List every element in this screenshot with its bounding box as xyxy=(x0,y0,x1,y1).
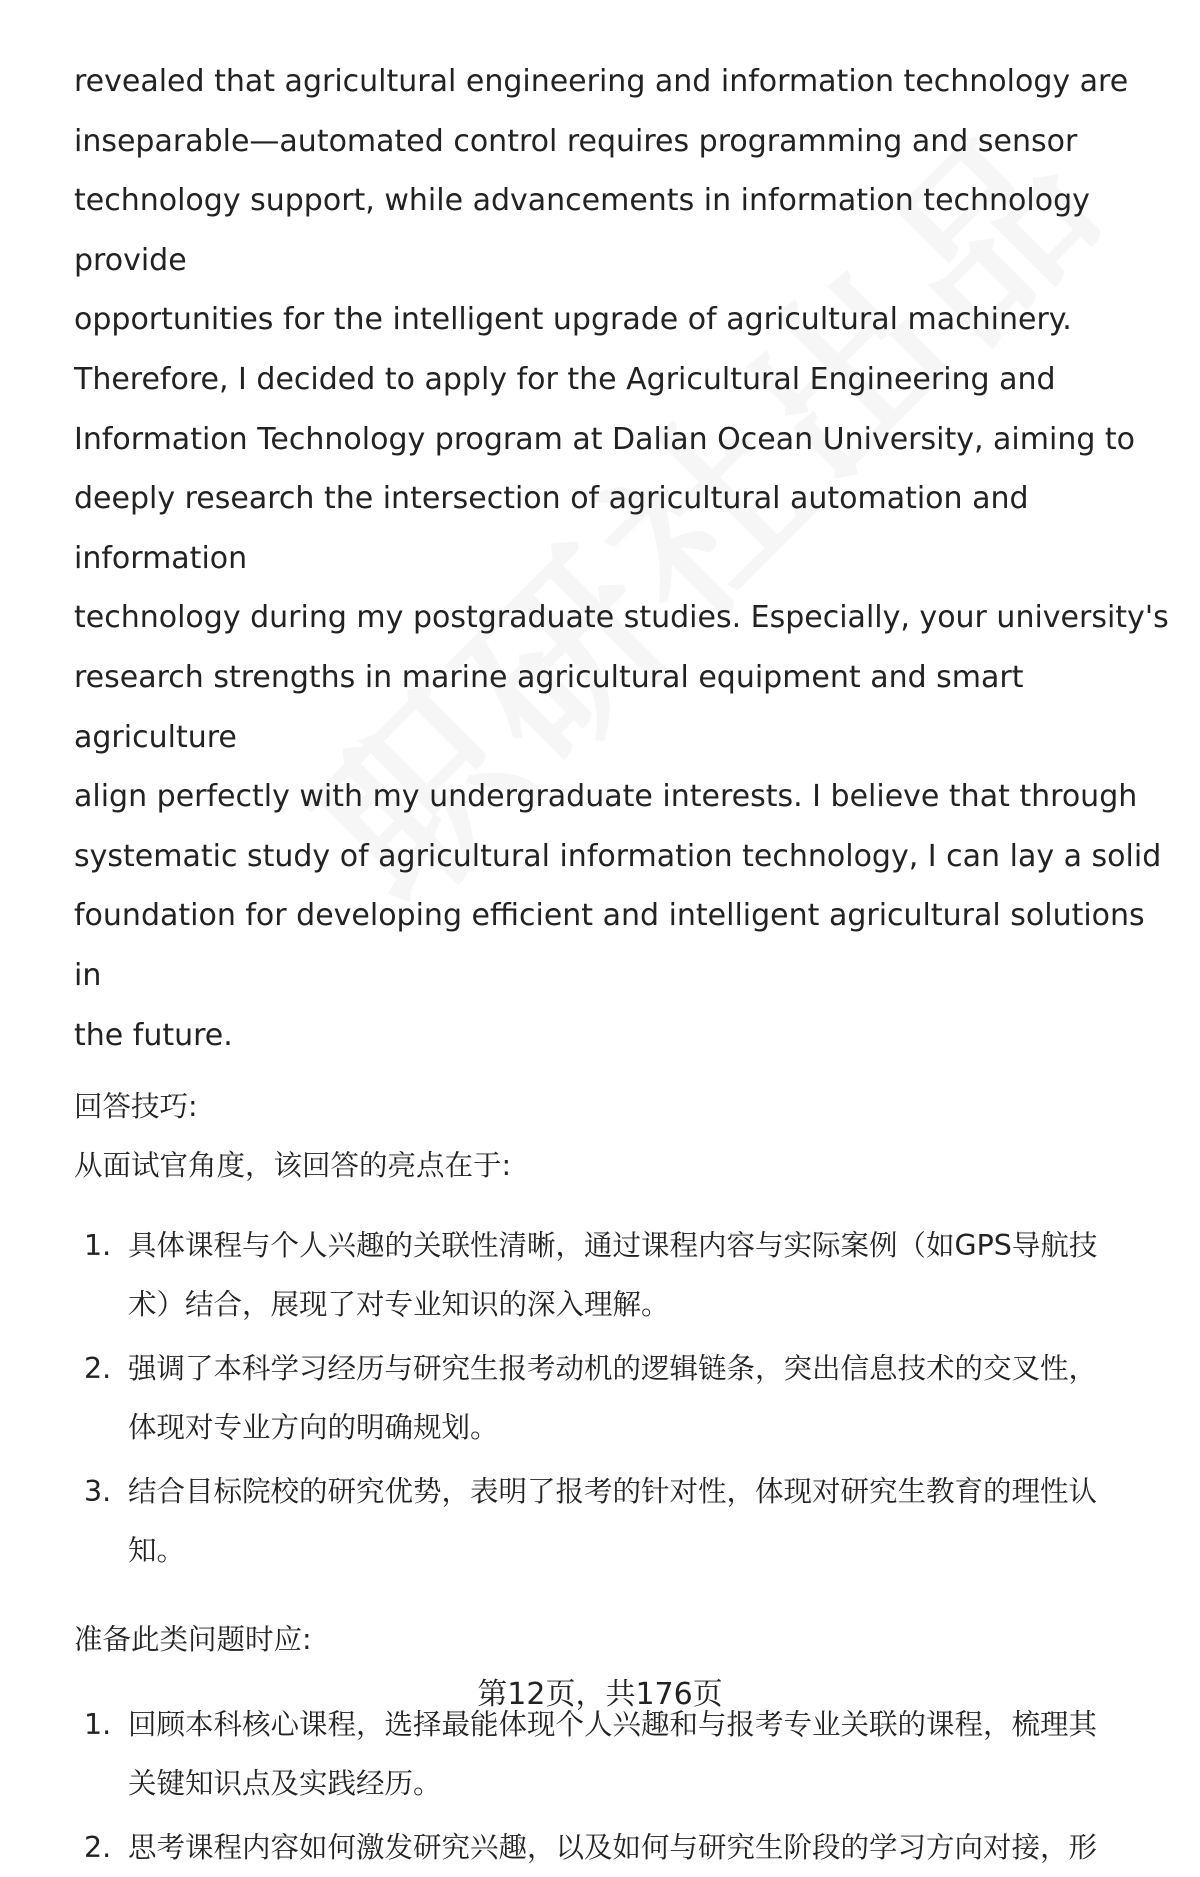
list-number: 1. xyxy=(84,1708,112,1742)
list-number: 2. xyxy=(84,1352,112,1386)
list-item xyxy=(74,1462,1174,1580)
list-number: 3. xyxy=(84,1475,112,1509)
interviewer-view-heading: 从面试官角度，该回答的亮点在于: xyxy=(74,1149,512,1183)
tips-heading: 回答技巧: xyxy=(74,1090,198,1124)
list-item-text: 思考课程内容如何激发研究兴趣，以及如何与研究生阶段的学习方向对接，形 xyxy=(128,1831,1098,1865)
list-item xyxy=(74,1339,1174,1457)
list-item xyxy=(74,1216,1174,1334)
prepare-list xyxy=(74,1695,1174,1877)
body-paragraph: revealed that agricultural engineering and information technology are inseparable—automated control requires programming and sensor technology support, while advancements in information technology provide opportunities for the intelligent upgrade of agricultural machinery. Therefore, I decided to apply for the Agricultural Engineering and Information Technology program at Dalian Ocean University, aiming to deeply research the intersection of agricultural automation and information technology during my postgraduate studies. Especially, your university's research strengths in marine agricultural equipment and smart agriculture align perfectly with my undergraduate interests. I believe that through systematic study of agricultural information technology, I can lay a solid foundation for developing efficient and intelligent agricultural solutions in the future. xyxy=(74,64,1169,1053)
document-content xyxy=(74,52,1174,1877)
list-item-text: 强调了本科学习经历与研究生报考动机的逻辑链条，突出信息技术的交叉性， 体现对专业方向的明确规划。 xyxy=(128,1352,1098,1445)
list-number: 2. xyxy=(84,1831,112,1865)
list-number: 1. xyxy=(84,1229,112,1263)
page-number: 第12页，共176页 xyxy=(477,1677,723,1712)
list-item-text: 回顾本科核心课程，选择最能体现个人兴趣和与报考专业关联的课程，梳理其 关键知识点及实践经历。 xyxy=(128,1708,1098,1801)
highlights-list xyxy=(74,1216,1174,1580)
list-item-text: 具体课程与个人兴趣的关联性清晰，通过课程内容与实际案例（如GPS导航技 术）结合，展现了对专业知识的深入理解。 xyxy=(128,1229,1098,1322)
list-item xyxy=(74,1818,1174,1877)
list-item-text: 结合目标院校的研究优势，表明了报考的针对性，体现对研究生教育的理性认 知。 xyxy=(128,1475,1098,1568)
prepare-heading: 准备此类问题时应: xyxy=(74,1623,312,1657)
